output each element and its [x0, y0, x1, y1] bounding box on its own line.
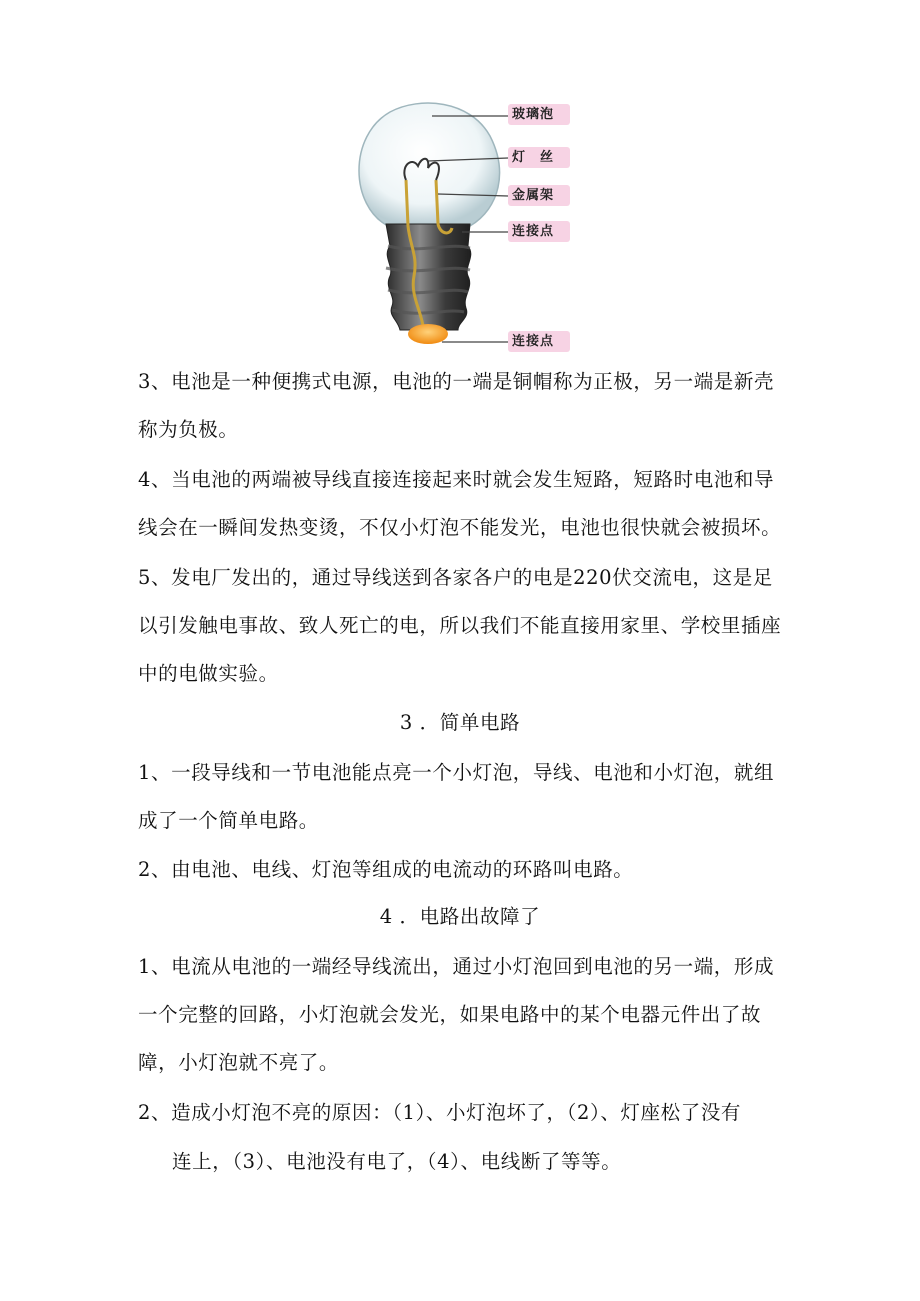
paragraph-line: 1、一段导线和一节电池能点亮一个小灯泡，导线、电池和小灯泡，就组	[138, 761, 775, 784]
label-filament: 灯 丝	[508, 147, 570, 168]
light-bulb-diagram	[340, 96, 570, 354]
paragraph-line: 障，小灯泡就不亮了。	[138, 1051, 340, 1074]
label-connection-point-side: 连接点	[508, 221, 570, 242]
paragraph-line: 成了一个简单电路。	[138, 809, 319, 832]
label-connection-point-bottom: 连接点	[508, 331, 570, 352]
paragraph-line: 4、当电池的两端被导线直接连接起来时就会发生短路，短路时电池和导	[138, 468, 775, 491]
paragraph-line: 3、电池是一种便携式电源，电池的一端是铜帽称为正极，另一端是新壳	[138, 370, 775, 393]
label-glass-bulb: 玻璃泡	[508, 104, 570, 125]
paragraph-line: 连上，（3）、电池没有电了，（4）、电线断了等等。	[172, 1150, 622, 1173]
paragraph-line: 1、电流从电池的一端经导线流出，通过小灯泡回到电池的另一端，形成	[138, 955, 775, 978]
paragraph-line: 线会在一瞬间发热变烫，不仅小灯泡不能发光，电池也很快就会被损坏。	[138, 516, 782, 539]
paragraph-line: 5、发电厂发出的，通过导线送到各家各户的电是220伏交流电，这是足	[138, 566, 773, 589]
section-heading: 4 ．电路出故障了	[379, 905, 541, 928]
paragraph-line: 中的电做实验。	[138, 662, 279, 685]
paragraph-line: 称为负极。	[138, 418, 239, 441]
bottom-contact	[408, 324, 448, 344]
label-metal-support: 金属架	[508, 185, 570, 206]
paragraph-line: 以引发触电事故、致人死亡的电，所以我们不能直接用家里、学校里插座	[138, 614, 782, 637]
paragraph-line: 2、造成小灯泡不亮的原因：（1）、小灯泡坏了，（2）、灯座松了没有	[138, 1101, 742, 1124]
paragraph-line: 一个完整的回路，小灯泡就会发光，如果电路中的某个电器元件出了故	[138, 1003, 762, 1026]
section-heading: 3 ．简单电路	[399, 711, 521, 734]
paragraph-line: 2、由电池、电线、灯泡等组成的电流动的环路叫电路。	[138, 858, 634, 881]
